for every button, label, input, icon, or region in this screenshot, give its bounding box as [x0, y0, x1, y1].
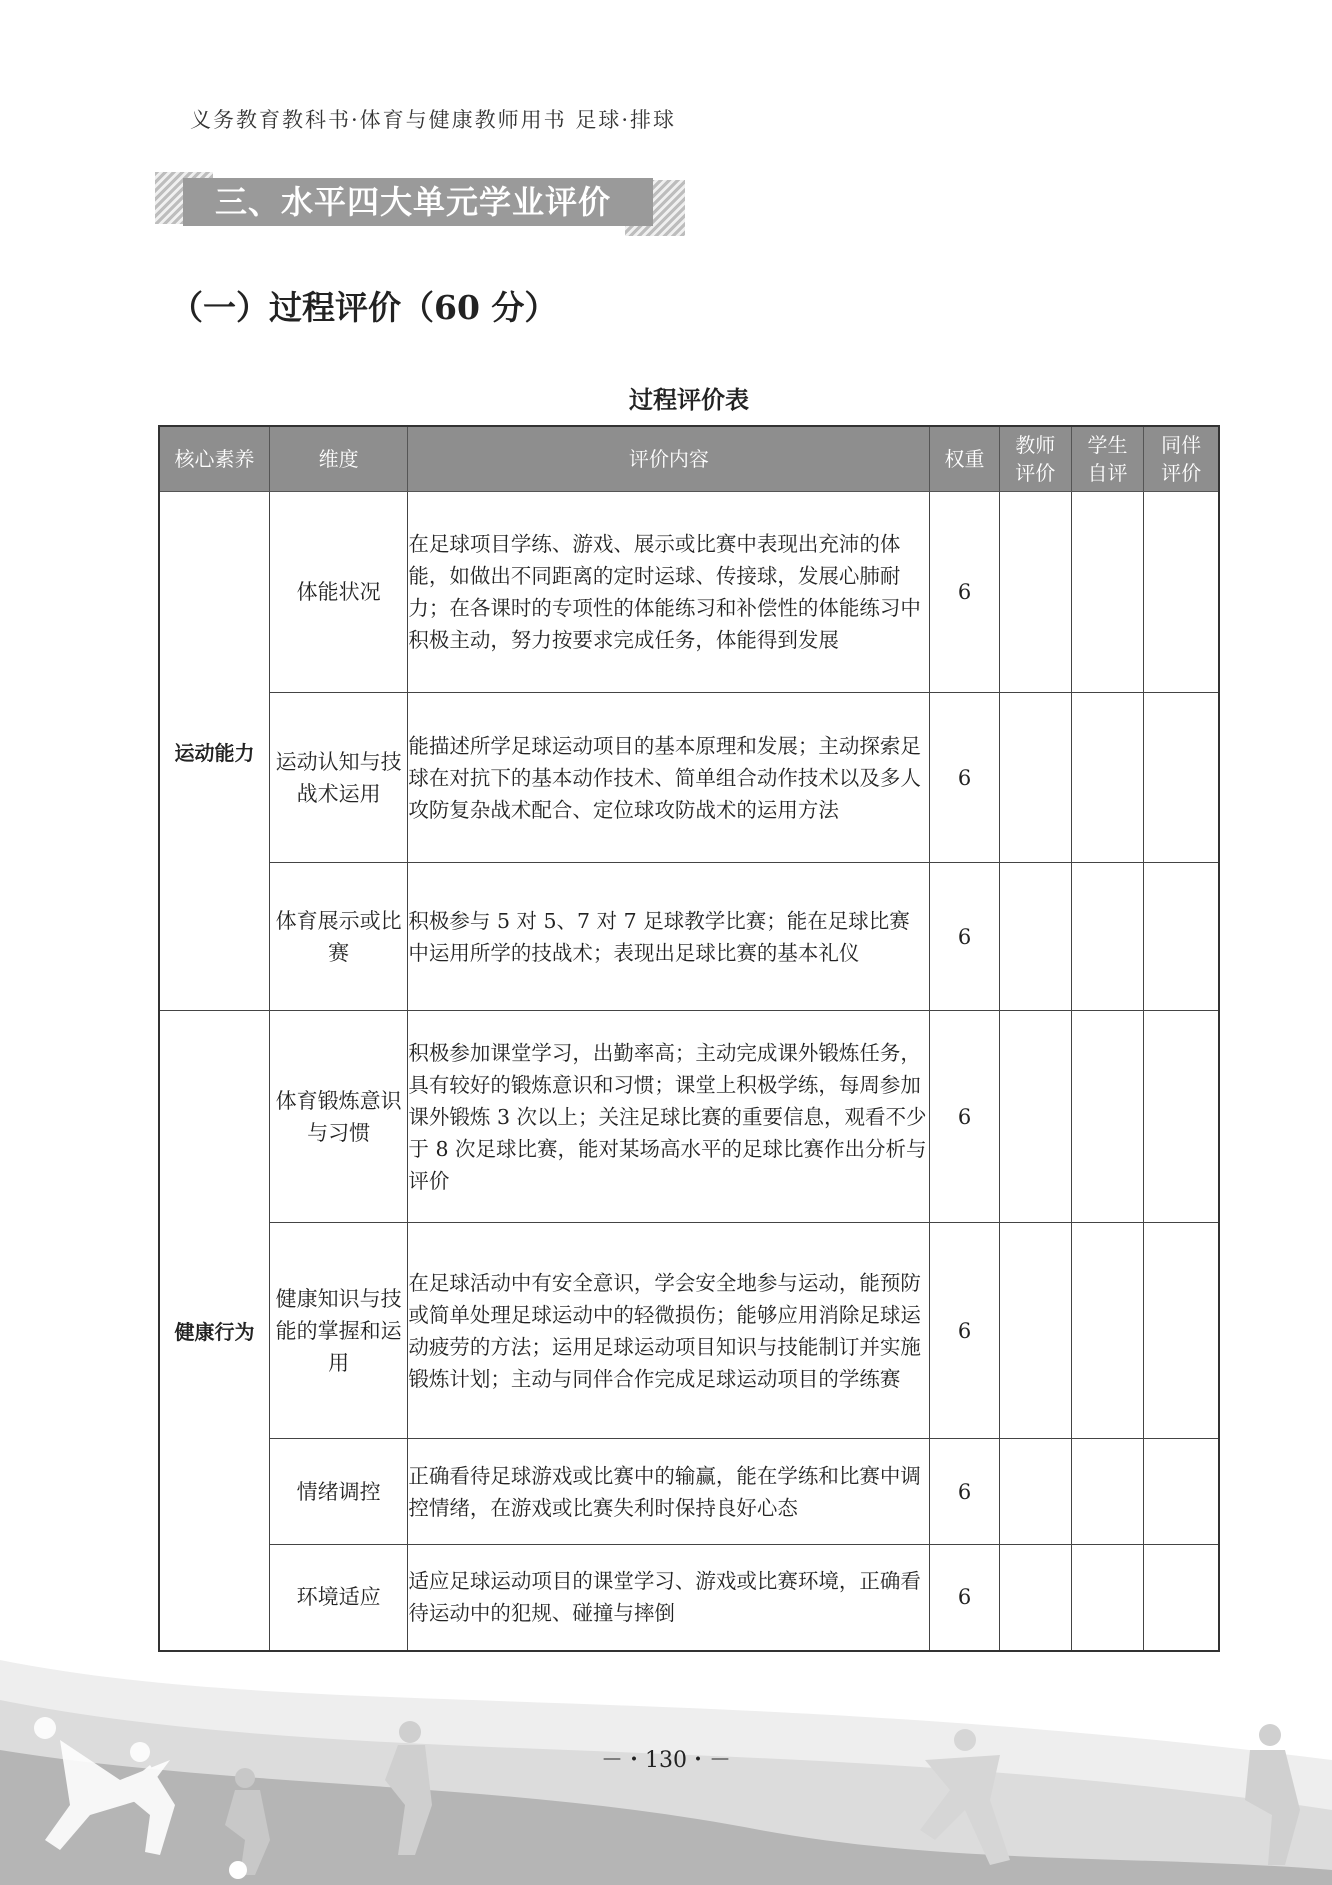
content-cell: 积极参加课堂学习，出勤率高；主动完成课外锻炼任务，具有较好的锻炼意识和习惯；课堂上积极学练，每周参加课外锻炼 3 次以上；关注足球比赛的重要信息，观看不少于 8 次足球比赛，能对某场高水平的足球比赛作出分析与评价: [408, 1011, 930, 1223]
weight-cell: 6: [930, 1011, 999, 1223]
col-header-self: [1071, 426, 1143, 492]
col-header-self-line1: 学生: [1087, 433, 1128, 457]
content-cell: 在足球项目学练、游戏、展示或比赛中表现出充沛的体能，如做出不同距离的定时运球、传接球，发展心肺耐力；在各课时的专项性的体能练习和补偿性的体能练习中积极主动，努力按要求完成任务，体能得到发展: [408, 492, 930, 693]
content-cell: 正确看待足球游戏或比赛中的输赢，能在学练和比赛中调控情绪，在游戏或比赛失利时保持良好心态: [408, 1439, 930, 1545]
peer-eval-cell[interactable]: [1144, 1223, 1219, 1439]
dimension-cell: 情绪调控: [269, 1439, 408, 1545]
dimension-cell: 健康知识与技能的掌握和运用: [269, 1223, 408, 1439]
weight-cell: 6: [930, 1223, 999, 1439]
col-header-self-line2: 自评: [1087, 461, 1128, 485]
teacher-eval-cell[interactable]: [999, 1223, 1071, 1439]
teacher-eval-cell[interactable]: [999, 863, 1071, 1011]
table-row: [159, 1011, 1219, 1223]
section-title: 三、水平四大单元学业评价: [183, 178, 653, 226]
table-row: [159, 693, 1219, 863]
table-row: [159, 863, 1219, 1011]
col-header-peer-line2: 评价: [1161, 461, 1202, 485]
core-literacy-cell: 运动能力: [159, 492, 269, 1011]
content-cell: 能描述所学足球运动项目的基本原理和发展；主动探索足球在对抗下的基本动作技术、简单组合动作技术以及多人攻防复杂战术配合、定位球攻防战术的运用方法: [408, 693, 930, 863]
weight-cell: 6: [930, 492, 999, 693]
teacher-eval-cell[interactable]: [999, 1439, 1071, 1545]
teacher-eval-cell[interactable]: [999, 693, 1071, 863]
teacher-eval-cell[interactable]: [999, 1011, 1071, 1223]
self-eval-cell[interactable]: [1071, 1545, 1143, 1651]
content-cell: 在足球活动中有安全意识，学会安全地参与运动，能预防或简单处理足球运动中的轻微损伤；能够应用消除足球运动疲劳的方法；运用足球运动项目知识与技能制订并实施锻炼计划；主动与同伴合作完成足球运动项目的学练赛: [408, 1223, 930, 1439]
peer-eval-cell[interactable]: [1144, 1439, 1219, 1545]
self-eval-cell[interactable]: [1071, 693, 1143, 863]
peer-eval-cell[interactable]: [1144, 693, 1219, 863]
col-header-core: 核心素养: [159, 426, 269, 492]
peer-eval-cell[interactable]: [1144, 492, 1219, 693]
col-header-teacher: [999, 426, 1071, 492]
section-banner: [155, 172, 685, 236]
dimension-cell: 运动认知与技战术运用: [269, 693, 408, 863]
weight-cell: 6: [930, 693, 999, 863]
col-header-teacher-line1: 教师: [1015, 433, 1056, 457]
weight-cell: 6: [930, 863, 999, 1011]
weight-cell: 6: [930, 1439, 999, 1545]
table-row: [159, 1545, 1219, 1651]
dimension-cell: 体能状况: [269, 492, 408, 693]
self-eval-cell[interactable]: [1071, 1439, 1143, 1545]
running-header: 义务教育教科书·体育与健康教师用书 足球·排球: [190, 108, 677, 132]
peer-eval-cell[interactable]: [1144, 863, 1219, 1011]
table-row: [159, 1223, 1219, 1439]
content-cell: 适应足球运动项目的课堂学习、游戏或比赛环境，正确看待运动中的犯规、碰撞与摔倒: [408, 1545, 930, 1651]
col-header-peer-line1: 同伴: [1161, 433, 1202, 457]
self-eval-cell[interactable]: [1071, 1223, 1143, 1439]
self-eval-cell[interactable]: [1071, 863, 1143, 1011]
subsection-title: （一）过程评价（60 分）: [170, 288, 558, 327]
col-header-weight: 权重: [930, 426, 999, 492]
col-header-dimension: 维度: [269, 426, 408, 492]
table-row: [159, 1439, 1219, 1545]
process-evaluation-table: [158, 425, 1220, 1652]
self-eval-cell[interactable]: [1071, 492, 1143, 693]
teacher-eval-cell[interactable]: [999, 1545, 1071, 1651]
dimension-cell: 环境适应: [269, 1545, 408, 1651]
page-number: －・130・－: [601, 1748, 731, 1773]
content-cell: 积极参与 5 对 5、7 对 7 足球教学比赛；能在足球比赛中运用所学的技战术；表现出足球比赛的基本礼仪: [408, 863, 930, 1011]
dimension-cell: 体育展示或比赛: [269, 863, 408, 1011]
col-header-content: 评价内容: [408, 426, 930, 492]
self-eval-cell[interactable]: [1071, 1011, 1143, 1223]
core-literacy-cell: 健康行为: [159, 1011, 269, 1651]
dimension-cell: 体育锻炼意识与习惯: [269, 1011, 408, 1223]
col-header-teacher-line2: 评价: [1015, 461, 1056, 485]
table-caption: 过程评价表: [629, 386, 749, 414]
weight-cell: 6: [930, 1545, 999, 1651]
teacher-eval-cell[interactable]: [999, 492, 1071, 693]
col-header-peer: [1144, 426, 1219, 492]
table-row: [159, 492, 1219, 693]
peer-eval-cell[interactable]: [1144, 1011, 1219, 1223]
table-header-row: [159, 426, 1219, 492]
peer-eval-cell[interactable]: [1144, 1545, 1219, 1651]
